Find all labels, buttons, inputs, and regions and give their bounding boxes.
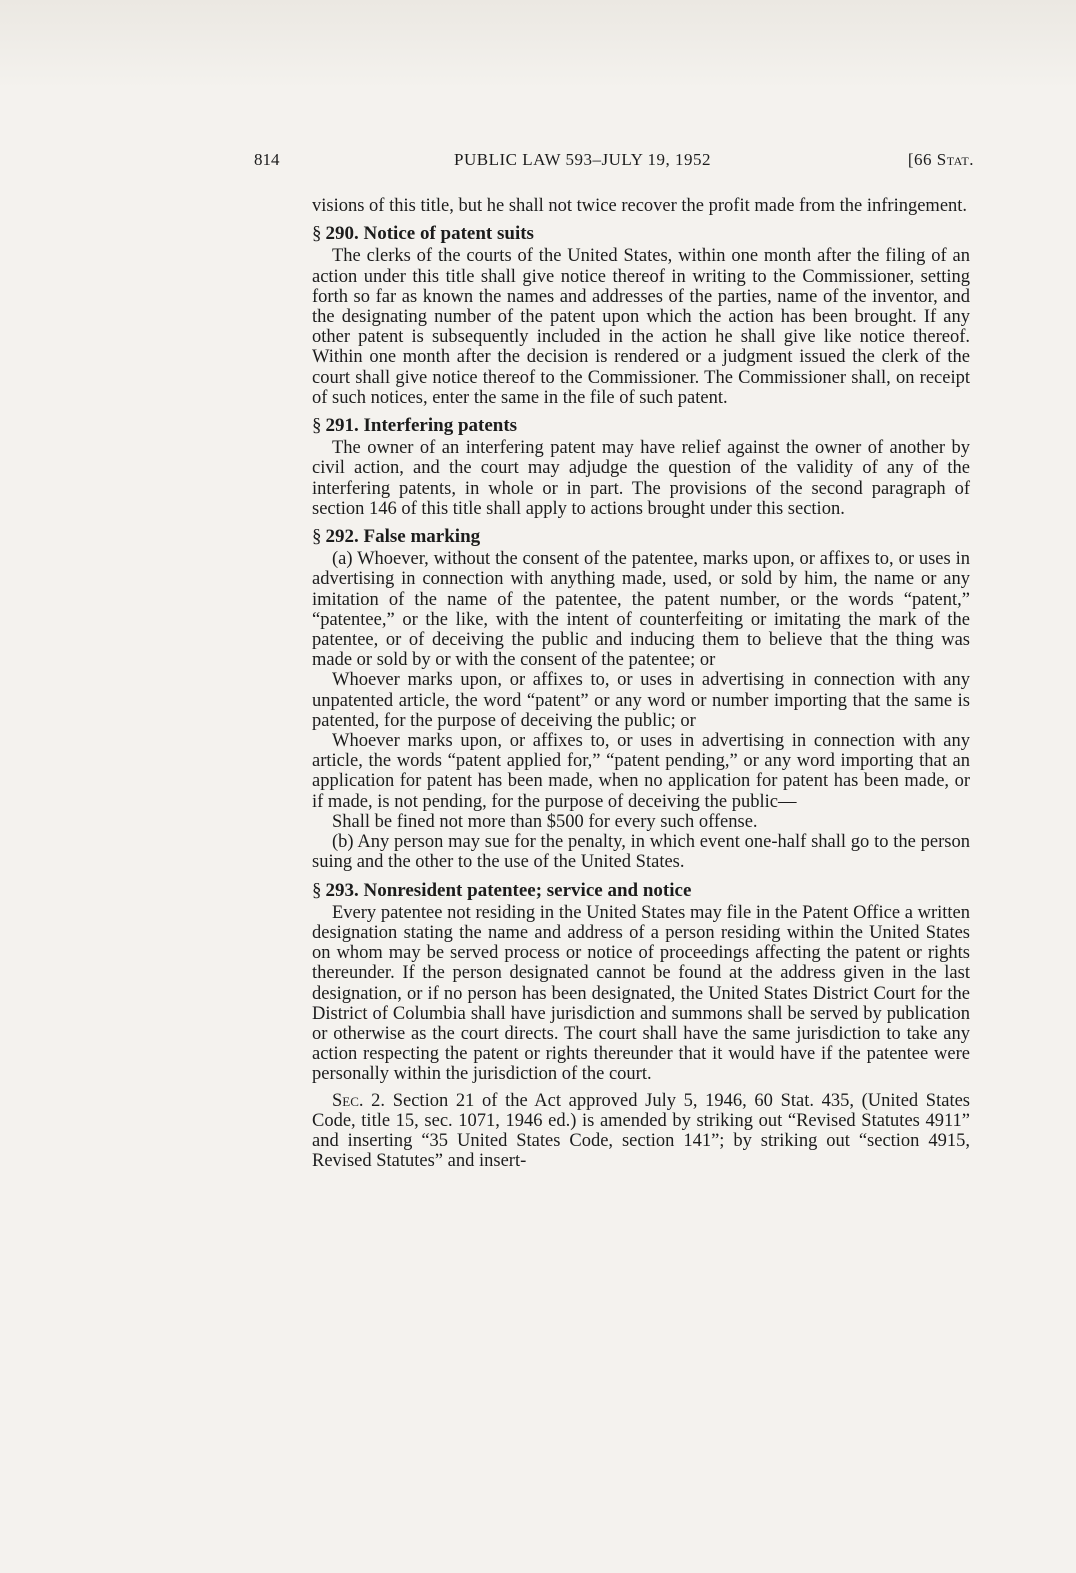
section-292-penalty: Shall be fined not more than $500 for every such offense.	[332, 811, 758, 832]
section-291-body: The owner of an interfering patent may have relief against the owner of another by civil action, and the court may adjudge the question of the validity of any of the interfering patents, in whole or in part. The provisions of the second paragraph of section 146 of this title shall apply to actions brought under this section.	[312, 438, 970, 519]
section-symbol: §	[312, 526, 322, 548]
page-number: 814	[254, 150, 280, 169]
page-header	[254, 150, 974, 180]
scan-margin-shade	[0, 0, 1076, 90]
continued-paragraph: visions of this title, but he shall not twice recover the profit made from the infringement.	[312, 196, 968, 216]
sec-2-label: Sec. 2.	[332, 1090, 386, 1111]
section-292-paragraph-b: (b) Any person may sue for the penalty, in which event one-half shall go to the person suing and the other to the use of the United States.	[312, 832, 970, 873]
sec-2-body: Section 21 of the Act approved July 5, 1946, 60 Stat. 435, (United States Code, title 15, sec. 1071, 1946 ed.) is amended by striking out “Revised Statutes 4911” and inserting “35 United States Code, section 141”; by striking out “section 4915, Revised Statutes” and insert-	[312, 1090, 971, 1172]
section-292-paragraph-a: (a) Whoever, without the consent of the patentee, marks upon, or affixes to, or uses in advertising in connection with anything made, used, or sold by him, the name or any imitation of the name of the patentee, the patent number, or the words “patent,” “patentee,” or the like, with the intent of counterfeiting or imitating the mark of the patentee, or of deceiving the public and inducing them to believe that the thing was made or sold by or with the consent of the patentee; or	[312, 549, 970, 671]
section-290-body: The clerks of the courts of the United States, within one month after the filing of an action under this title shall give notice thereof in writing to the Commissioner, setting forth so far as known the names and addresses of the parties, name of the inventor, and the designating number of the patent upon which the action has been brought. If any other patent is subsequently included in the action he shall give like notice thereof. Within one month after the decision is rendered or a judgment issued the clerk of the court shall give notice thereof to the Commissioner. The Commissioner shall, on receipt of such notices, enter the same in the file of such patent.	[312, 246, 970, 408]
section-title: 291. Interfering patents	[325, 415, 518, 437]
sec-2-paragraph	[312, 1091, 970, 1172]
section-symbol: §	[312, 223, 322, 245]
section-title: 290. Notice of patent suits	[325, 223, 534, 245]
section-heading-293	[312, 881, 970, 901]
page-body	[312, 196, 970, 1171]
running-title: PUBLIC LAW 593–JULY 19, 1952	[454, 150, 711, 169]
section-292-paragraph: Whoever marks upon, or affixes to, or uses in advertising in connection with any article, the words “patent applied for,” “patent pending,” or any word importing that an application for patent has been made, when no application for patent has been made, or if made, is not pending, for the purpose of deceiving the public—	[312, 731, 970, 812]
section-symbol: §	[312, 415, 322, 437]
section-heading-292	[312, 527, 970, 547]
section-title: 293. Nonresident patentee; service and notice	[325, 879, 692, 901]
section-title: 292. False marking	[325, 526, 481, 548]
section-heading-291	[312, 416, 970, 436]
section-293-body: Every patentee not residing in the United States may file in the Patent Office a written designation stating the name and address of a person residing within the United States on whom may be served process or notice of proceedings affecting the patent or rights thereunder. If the person designated cannot be found at the address given in the last designation, or if no person has been designated, the United States District Court for the District of Columbia shall have jurisdiction and summons shall be served by publication or otherwise as the court directs. The court shall have the same jurisdiction to take any action respecting the patent or rights thereunder that it would have if the patentee were personally within the jurisdiction of the court.	[312, 902, 970, 1085]
section-heading-290	[312, 224, 970, 244]
section-292-paragraph: Whoever marks upon, or affixes to, or uses in advertising in connection with any unpatented article, the word “patent” or any word or number importing that the same is patented, for the purpose of deceiving the public; or	[312, 670, 970, 731]
section-symbol: §	[312, 879, 322, 901]
statute-reference: [66 Stat.	[907, 150, 974, 169]
